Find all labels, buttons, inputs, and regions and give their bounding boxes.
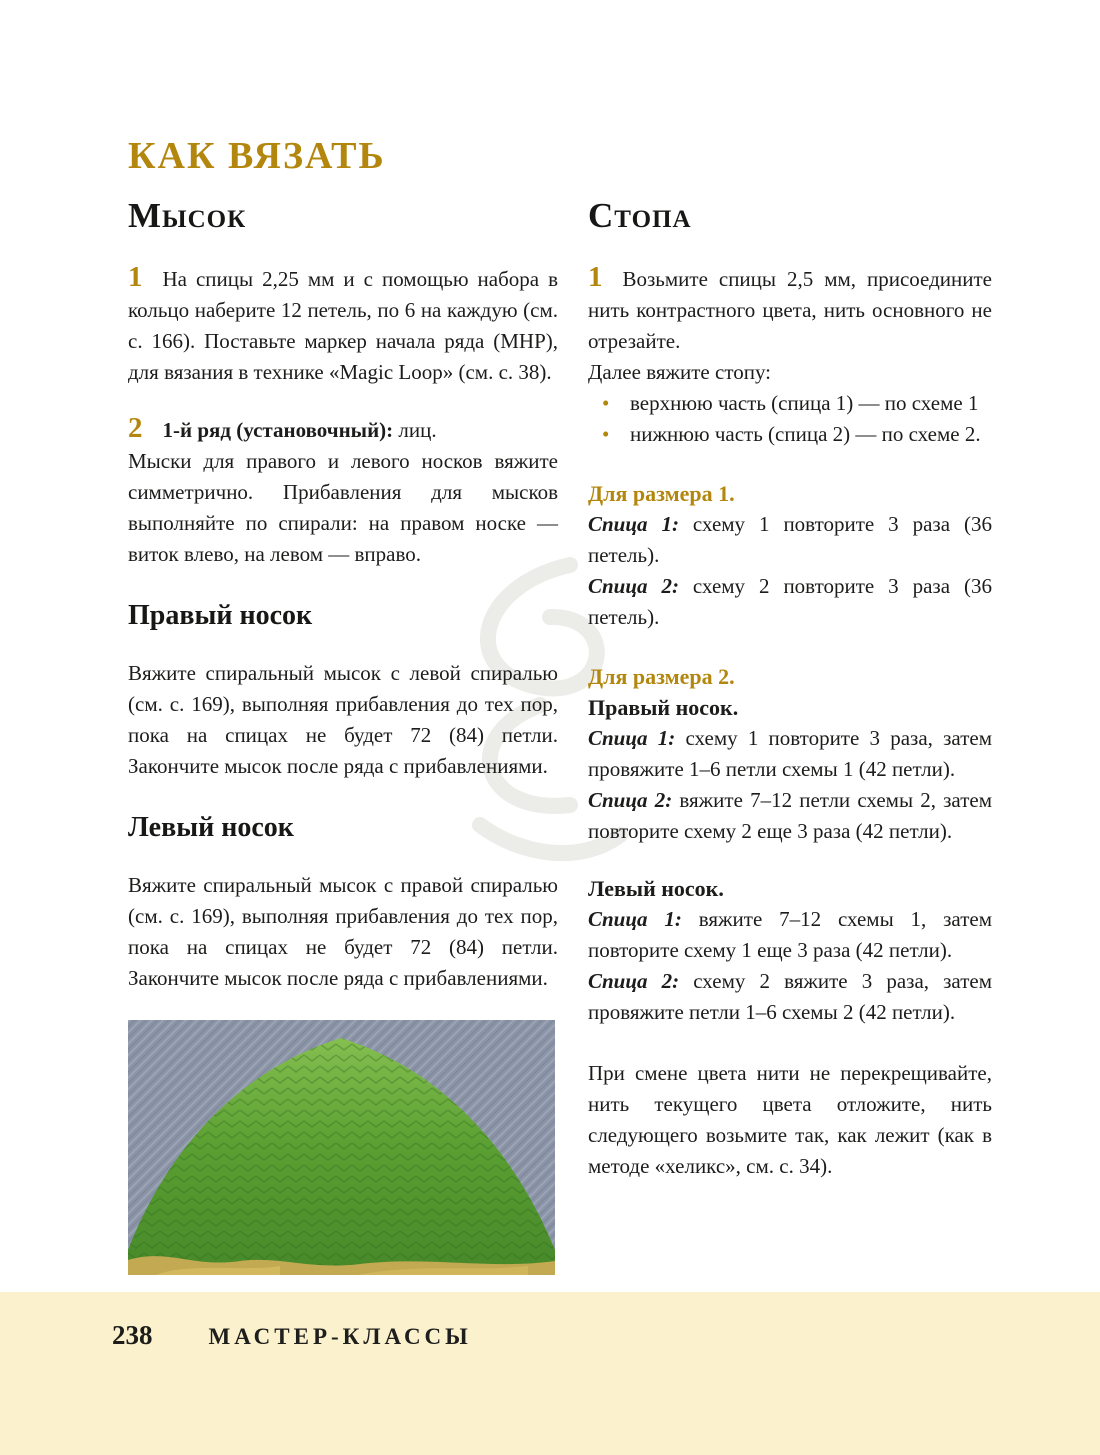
left-sock-paragraph: Вяжите спиральный мысок с правой спиралью (см. с. 169), выполняя прибавления до тех пор, пока на спицах не будет 72 (84) петли. Закончите мысок после ряда с прибавлениями. [128,873,558,990]
needle-text: схему 2 повторите 3 раза (36 петель). [588,574,992,629]
subheading-right-sock: Правый носок [128,600,313,631]
needle-label: Спица 2: [588,574,679,598]
bullet-icon: • [602,391,610,415]
row-value: лиц. [393,418,437,442]
footer [0,1292,1100,1351]
lead-line: Далее вяжите стопу: [588,360,772,384]
bullet-text: верхнюю часть (спица 1) — по схеме 1 [630,391,979,415]
needle-label: Спица 1: [588,512,679,536]
needle-label: Спица 2: [588,788,673,812]
section-heading-foot: Стопа [588,196,692,235]
row-label: 1-й ряд (установочный): [162,418,394,442]
bullet-icon: • [602,422,610,446]
footer-band [0,1292,1100,1455]
left-sock-label: Левый носок. [588,876,724,901]
step-number: 1 [588,261,603,293]
subheading-left-sock: Левый носок [128,812,294,843]
running-title: МАСТЕР-КЛАССЫ [208,1324,472,1349]
step-first-line [128,414,558,446]
needle-label: Спица 1: [588,726,676,750]
needle-line [588,723,992,785]
size-1-heading: Для размера 1. [588,481,735,506]
left-step-1 [128,263,558,388]
needle-text: схему 2 вяжите 3 раза, затем провяжите петли 1–6 схемы 2 (42 петли). [588,969,992,1024]
needle-label: Спица 2: [588,969,680,993]
needle-text: схему 1 повторите 3 раза (36 петель). [588,512,992,567]
needle-text: вяжите 7–12 схемы 1, затем повторите схему 1 еще 3 раза (42 петли). [588,907,992,962]
step-number: 2 [128,412,143,444]
needle-line [588,509,992,571]
color-change-note: При смене цвета нити не перекрещивайте, нить текущего цвета отложите, нить следующего возьмите так, как лежит (как в методе «хеликс», см. с. 34). [588,1061,992,1178]
bullet-text: нижнюю часть (спица 2) — по схеме 2. [630,422,981,446]
right-column [588,198,992,1182]
right-sock-paragraph: Вяжите спиральный мысок с левой спиралью (см. с. 169), выполняя прибавления до тех пор, пока на спицах не будет 72 (84) петли. Закончите мысок после ряда с прибавлениями. [128,661,558,778]
needle-line [588,904,992,966]
bullet-item [588,419,992,450]
needle-line [588,571,992,633]
left-step-2 [128,414,558,570]
needle-text: вяжите 7–12 петли схемы 2, затем повторите схему 2 еще 3 раза (42 петли). [588,788,992,843]
step-body: Мыски для правого и левого носков вяжите симметрично. Прибавления для мысков выполняйте по спирали: на правом носке — виток влево, на левом — вправо. [128,449,558,566]
needle-line [588,785,992,847]
step-number: 1 [128,261,143,293]
page-number: 238 [112,1320,153,1350]
size-2-heading: Для размера 2. [588,664,735,689]
needle-label: Спица 1: [588,907,682,931]
section-heading-toe: Мысок [128,196,247,235]
needle-line [588,966,992,1028]
bullet-item [588,388,992,419]
step-text: Возьмите спицы 2,5 мм, присоедините нить контрастного цвета, нить основного не отрезайте. [588,267,992,353]
needle-text: схему 1 повторите 3 раза, затем провяжите 1–6 петли схемы 1 (42 петли). [588,726,992,781]
left-column [128,198,558,1275]
sock-toe-photo [128,1020,555,1275]
page-title: КАК ВЯЗАТЬ [128,135,386,177]
right-sock-label: Правый носок. [588,695,739,720]
right-step-1 [588,263,992,357]
step-text: На спицы 2,25 мм и с помощью набора в кольцо наберите 12 петель, по 6 на каждую (см. с. 166). Поставьте маркер начала ряда (МНР), для вязания в технике «Magic Loop» (см. с. 38). [128,267,558,384]
